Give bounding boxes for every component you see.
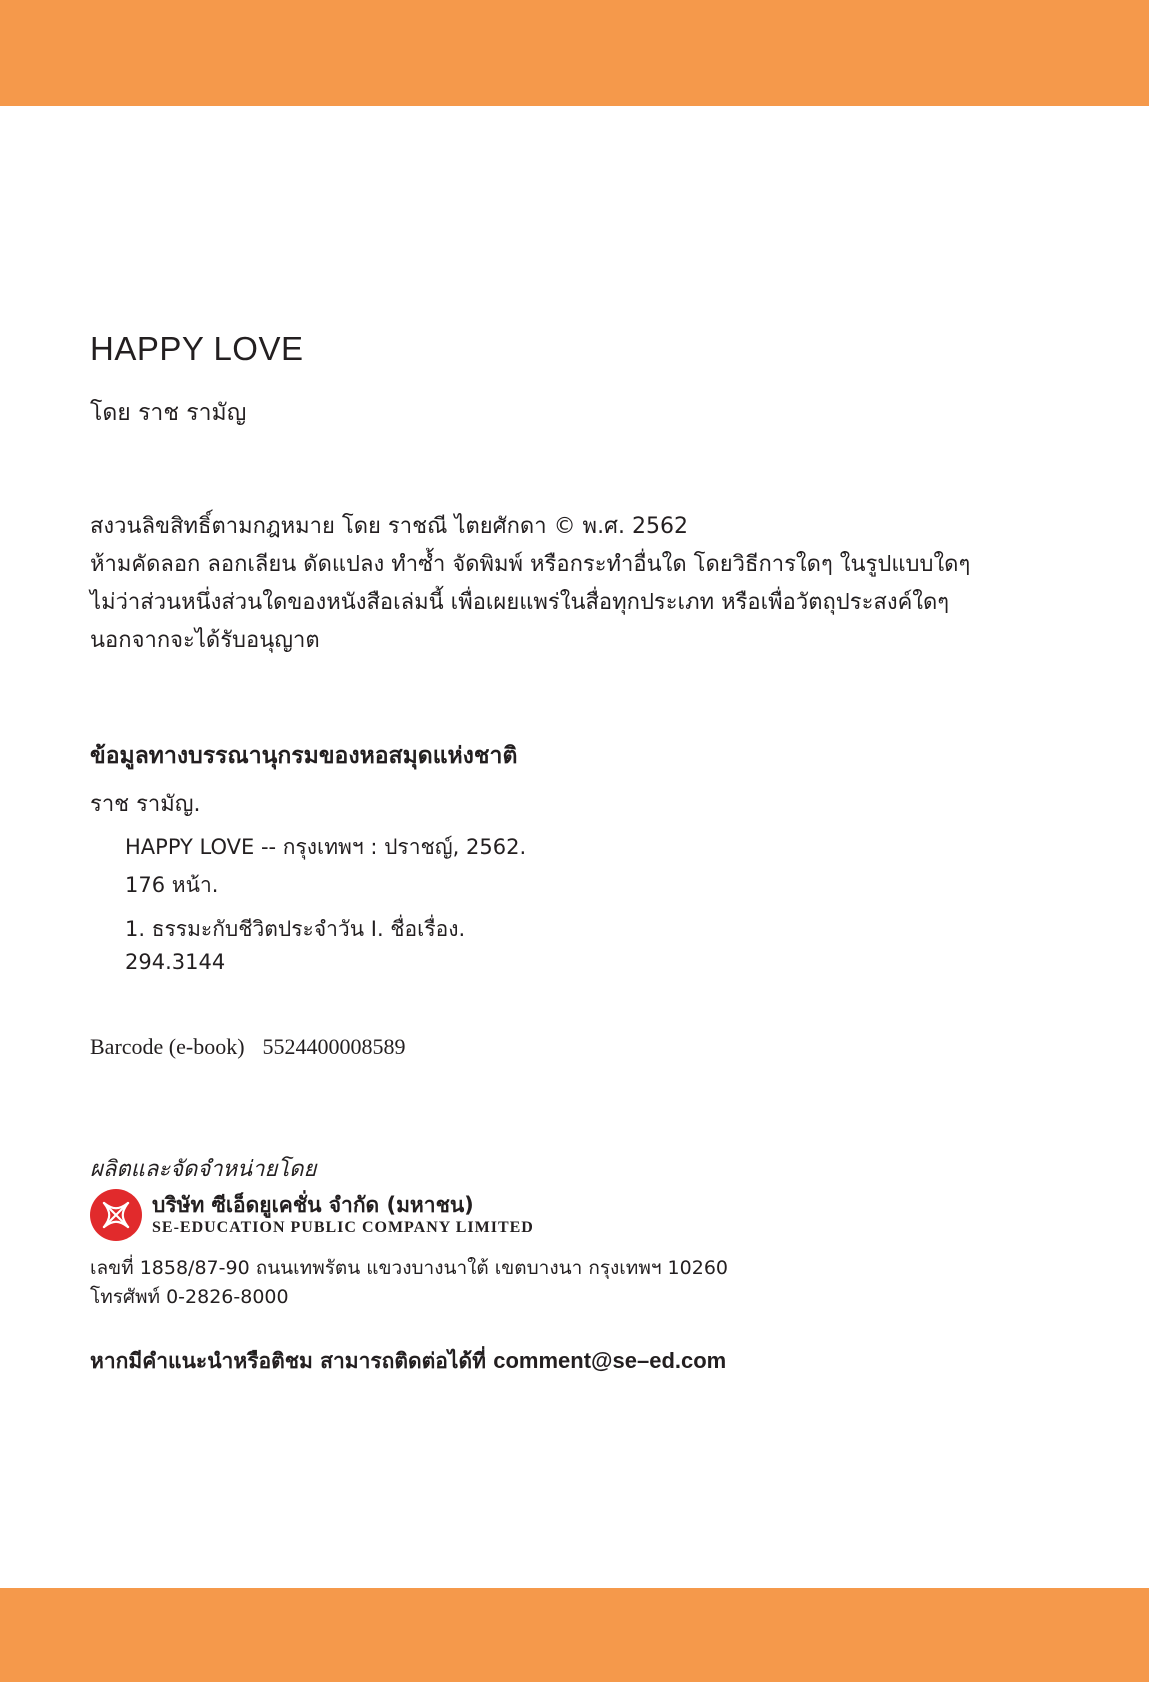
copyright-line: นอกจากจะได้รับอนุญาต [90,628,320,653]
contact-line [90,1345,726,1378]
produced-by-label: ผลิตและจัดจำหน่ายโดย [90,1157,317,1182]
publisher-phone: โทรศัพท์ 0-2826-8000 [90,1286,289,1308]
top-accent-band [0,0,1149,106]
catalog-author: ราช รามัญ. [90,792,201,817]
bottom-accent-band [0,1588,1149,1682]
catalog-classification: 294.3144 [125,950,226,974]
copyright-notice [90,508,970,660]
publisher-block [90,1187,690,1243]
publisher-address: เลขที่ 1858/87-90 ถนนเทพรัตน แขวงบางนาใต้ เขตบางนา กรุงเทพฯ 10260 [90,1257,728,1279]
se-ed-logo-mark [99,1198,133,1232]
publisher-address-block [90,1254,728,1312]
barcode-number: 5524400008589 [262,1034,406,1059]
contact-email[interactable]: comment@se–ed.com [493,1348,727,1373]
barcode-info [90,1034,424,1060]
publisher-name-english: SE-EDUCATION PUBLIC COMPANY LIMITED [152,1219,534,1236]
copyright-line: ไม่ว่าส่วนหนึ่งส่วนใดของหนังสือเล่มนี้ เพื่อเผยแพร่ในสื่อทุกประเภท หรือเพื่อวัตถุประสงค์ใดๆ [90,590,950,615]
barcode-label: Barcode (e-book) [90,1034,245,1059]
book-title: HAPPY LOVE [90,330,304,367]
contact-text: หากมีคำแนะนำหรือติชม สามารถติดต่อได้ที่ [90,1349,486,1373]
book-byline: โดย ราช รามัญ [90,400,247,426]
catalog-subject: 1. ธรรมะกับชีวิตประจำวัน I. ชื่อเรื่อง. [125,917,466,941]
catalog-pages: 176 หน้า. [125,873,219,897]
copyright-line: ห้ามคัดลอก ลอกเลียน ดัดแปลง ทำซ้ำ จัดพิมพ์ หรือกระทำอื่นใด โดยวิธีการใดๆ ในรูปแบบใดๆ [90,552,971,577]
se-ed-logo-icon [90,1189,142,1241]
catalog-publication: HAPPY LOVE -- กรุงเทพฯ : ปราชญ์, 2562. [125,835,527,859]
catalog-heading: ข้อมูลทางบรรณานุกรมของหอสมุดแห่งชาติ [90,743,518,769]
copyright-line: สงวนลิขสิทธิ์ตามกฎหมาย โดย ราชณี ไตยศักดา © พ.ศ. 2562 [90,514,688,539]
publisher-name-thai: บริษัท ซีเอ็ดยูเคชั่น จำกัด (มหาชน) [152,1193,474,1217]
